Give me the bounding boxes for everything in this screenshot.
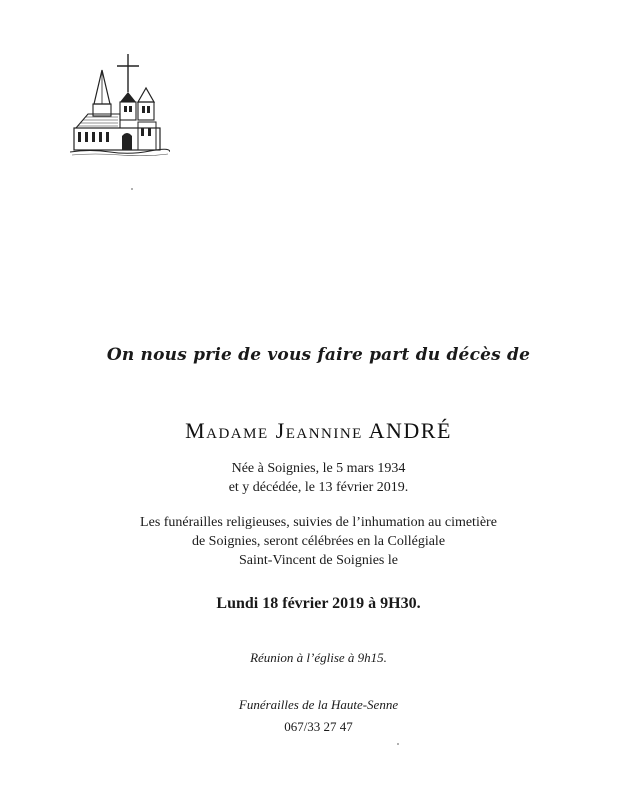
deceased-name: Madame Jeannine ANDRÉ xyxy=(185,418,452,443)
paper-speck xyxy=(131,188,133,190)
church-icon xyxy=(70,52,170,156)
death-line: et y décédée, le 13 février 2019. xyxy=(228,480,409,495)
reunion-note: Réunion à l’église à 9h15. xyxy=(250,650,387,665)
funeral-home-phone: 067/33 27 47 xyxy=(284,719,353,734)
ceremony-date: Lundi 18 février 2019 à 9H30. xyxy=(216,595,421,612)
funeral-home-name: Funérailles de la Haute-Senne xyxy=(238,697,399,712)
birth-death-details xyxy=(0,459,637,497)
announcement-intro: On nous prie de vous faire part du décès de xyxy=(106,345,531,365)
birth-line: Née à Soignies, le 5 mars 1934 xyxy=(231,461,406,476)
ceremony-line: Les funérailles religieuses, suivies de l’inhumation au cimetière xyxy=(140,515,497,530)
paper-speck xyxy=(397,743,399,745)
ceremony-details xyxy=(0,513,637,570)
ceremony-line: Saint-Vincent de Soignies le xyxy=(239,553,398,568)
ceremony-line: de Soignies, seront célébrées en la Collégiale xyxy=(191,534,446,549)
